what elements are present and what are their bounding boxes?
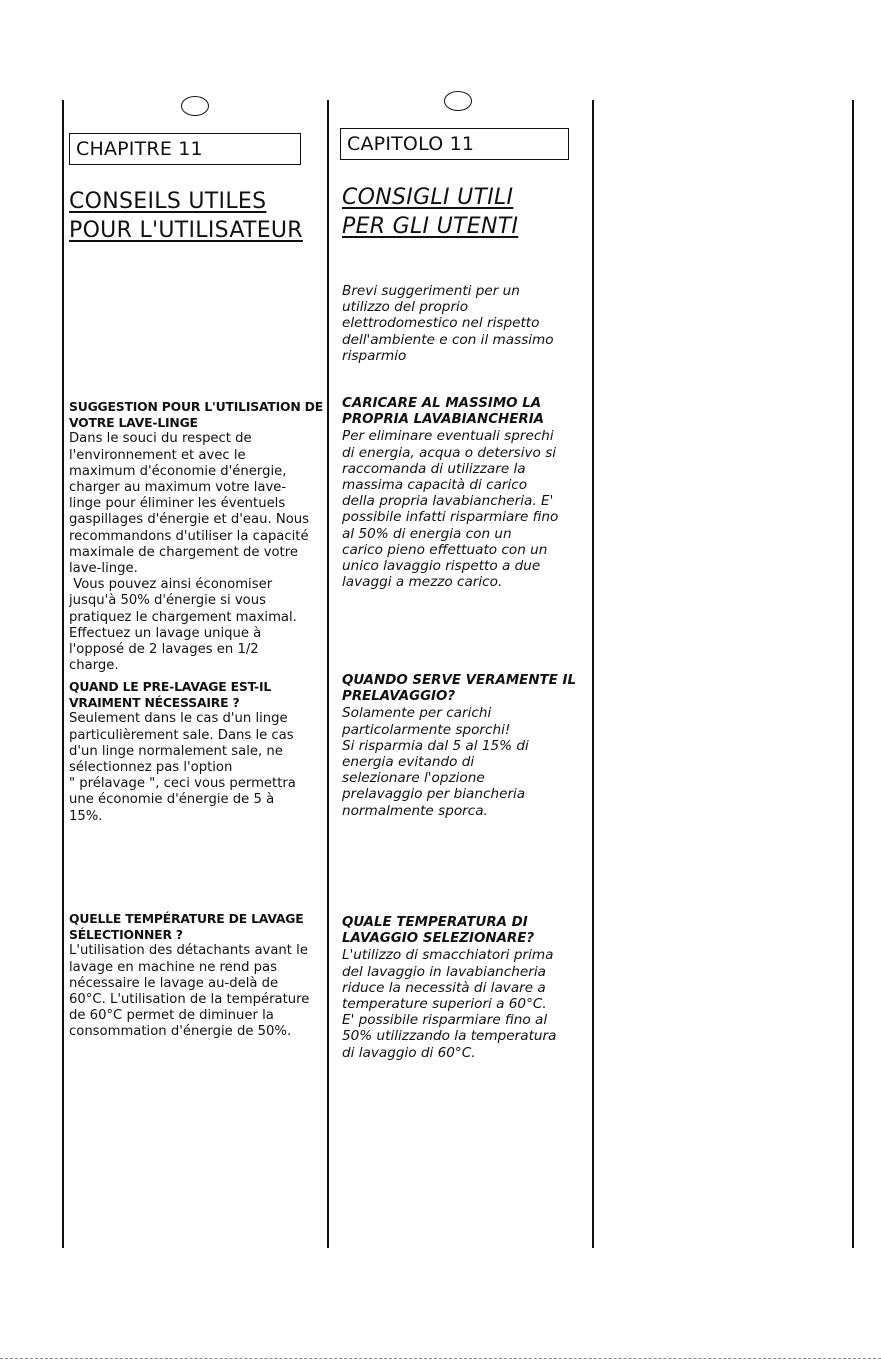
- french-title: [69, 187, 303, 245]
- french-section-temperature: [69, 911, 309, 1041]
- body-line: raccomanda di utilizzare la: [342, 460, 526, 477]
- body-line: " prélavage ", ceci vous permettra: [69, 776, 296, 792]
- body-line: selezionare l'opzione: [342, 770, 485, 787]
- body-line: lavage en machine ne rend pas: [69, 959, 277, 975]
- body-line: Effectuez un lavage unique à: [69, 625, 262, 641]
- italian-intro: [342, 283, 554, 364]
- body-line: gaspillages d'énergie et d'eau. Nous: [69, 512, 309, 528]
- body-line: utilizzo del proprio: [342, 299, 469, 316]
- body-line: riduce la necessità di lavare a: [342, 979, 546, 996]
- body-line: Brevi suggerimenti per un: [342, 283, 520, 299]
- french-chapter-heading: CHAPITRE 11: [69, 133, 301, 165]
- section-heading-line: VRAIMENT NÉCESSAIRE ?: [69, 695, 240, 711]
- section-heading-line: VOTRE LAVE-LINGE: [69, 415, 198, 431]
- french-language-flag-icon: [181, 96, 209, 116]
- column-divider-middle-left: [327, 100, 329, 1248]
- body-line: d'un linge normalement sale, ne: [69, 743, 283, 759]
- body-line: Per eliminare eventuali sprechi: [342, 428, 554, 445]
- french-section-usage: [69, 399, 323, 674]
- body-line: nécessaire le lavage au-delà de: [69, 975, 279, 991]
- column-divider-right: [852, 100, 854, 1248]
- italian-section-temperature: [342, 915, 556, 1061]
- italian-title-line: PER GLI UTENTI: [342, 214, 519, 239]
- body-line: del lavaggio in lavabiancheria: [342, 963, 546, 980]
- body-line: recommandons d'utiliser la capacité: [69, 528, 309, 544]
- section-heading-line: QUANDO SERVE VERAMENTE IL: [342, 673, 576, 688]
- body-line: de 60°C permet de diminuer la: [69, 1008, 274, 1024]
- body-line: l'opposé de 2 lavages en 1/2: [69, 642, 259, 658]
- column-divider-middle-right: [592, 100, 594, 1248]
- body-line: 60°C. L'utilisation de la température: [69, 992, 310, 1008]
- body-line: lavaggi a mezzo carico.: [342, 574, 503, 591]
- section-heading-line: CARICARE AL MASSIMO LA: [342, 396, 542, 411]
- body-line: massima capacità di carico: [342, 477, 528, 494]
- body-line: lave-linge.: [69, 561, 138, 577]
- italian-language-flag-icon: [444, 91, 472, 111]
- italian-title-line: CONSIGLI UTILI: [342, 185, 514, 210]
- body-line: di energia, acqua o detersivo si: [342, 444, 557, 461]
- body-line: jusqu'à 50% d'énergie si vous: [69, 593, 266, 609]
- body-line: di lavaggio di 60°C.: [342, 1044, 476, 1061]
- body-line: Si risparmia dal 5 al 15% di: [342, 737, 529, 754]
- body-line: al 50% di energia con un: [342, 525, 512, 542]
- body-line: energia evitando di: [342, 754, 475, 771]
- italian-chapter-heading: CAPITOLO 11: [340, 128, 569, 160]
- body-line: dell'ambiente e con il massimo: [342, 331, 554, 348]
- body-line: unico lavaggio rispetto a due: [342, 558, 541, 575]
- body-line: pratiquez le chargement maximal.: [69, 609, 297, 625]
- section-heading-line: SÉLECTIONNER ?: [69, 927, 183, 943]
- body-line: normalmente sporca.: [342, 802, 488, 819]
- column-divider-left: [62, 100, 64, 1248]
- body-line: maximale de chargement de votre: [69, 544, 298, 560]
- section-heading-line: QUAND LE PRE-LAVAGE EST-IL: [69, 679, 272, 694]
- body-line: Seulement dans le cas d'un linge: [69, 711, 288, 727]
- french-section-prewash: [69, 679, 296, 825]
- body-line: Dans le souci du respect de: [69, 431, 252, 447]
- body-line: une économie d'énergie de 5 à: [69, 792, 275, 808]
- section-heading-line: QUALE TEMPERATURA DI: [342, 915, 528, 930]
- body-line: charge.: [69, 658, 119, 674]
- section-heading-line: QUELLE TEMPÉRATURE DE LAVAGE: [69, 911, 304, 926]
- body-line: particulièrement sale. Dans le cas: [69, 727, 294, 743]
- body-line: E' possibile risparmiare fino al: [342, 1012, 548, 1029]
- body-line: linge pour éliminer les éventuels: [69, 496, 286, 512]
- body-line: 50% utilizzando la temperatura: [342, 1028, 557, 1045]
- body-line: l'environnement et avec le: [69, 447, 246, 463]
- body-line: risparmio: [342, 347, 407, 364]
- body-line: possibile infatti risparmiare fino: [342, 509, 559, 526]
- body-line: temperature superiori a 60°C.: [342, 996, 547, 1013]
- body-line: prelavaggio per biancheria: [342, 786, 526, 803]
- body-line: maximum d'économie d'énergie,: [69, 463, 287, 479]
- french-title-line: POUR L'UTILISATEUR: [69, 218, 303, 243]
- body-line: Vous pouvez ainsi économiser: [69, 577, 273, 593]
- body-line: consommation d'énergie de 50%.: [69, 1024, 292, 1040]
- italian-title: [342, 183, 518, 241]
- body-line: elettrodomestico nel rispetto: [342, 315, 540, 332]
- body-line: 15%.: [69, 808, 103, 824]
- page-bottom-edge: [0, 1358, 881, 1359]
- body-line: della propria lavabiancheria. E': [342, 493, 554, 510]
- body-line: carico pieno effettuato con un: [342, 541, 548, 558]
- french-title-line: CONSEILS UTILES: [69, 189, 267, 214]
- body-line: sélectionnez pas l'option: [69, 760, 233, 776]
- italian-section-prewash: [342, 673, 576, 819]
- section-heading-line: LAVAGGIO SELEZIONARE?: [342, 931, 535, 947]
- body-line: L'utilisation des détachants avant le: [69, 943, 308, 959]
- body-line: particolarmente sporchi!: [342, 721, 511, 738]
- section-heading-line: SUGGESTION POUR L'UTILISATION DE: [69, 399, 324, 414]
- body-line: Solamente per carichi: [342, 705, 492, 722]
- body-line: L'utilizzo di smacchiatori prima: [342, 947, 554, 964]
- section-heading-line: PRELAVAGGIO?: [342, 689, 456, 705]
- italian-section-load: [342, 396, 558, 590]
- body-line: charger au maximum votre lave-: [69, 480, 287, 496]
- section-heading-line: PROPRIA LAVABIANCHERIA: [342, 412, 545, 428]
